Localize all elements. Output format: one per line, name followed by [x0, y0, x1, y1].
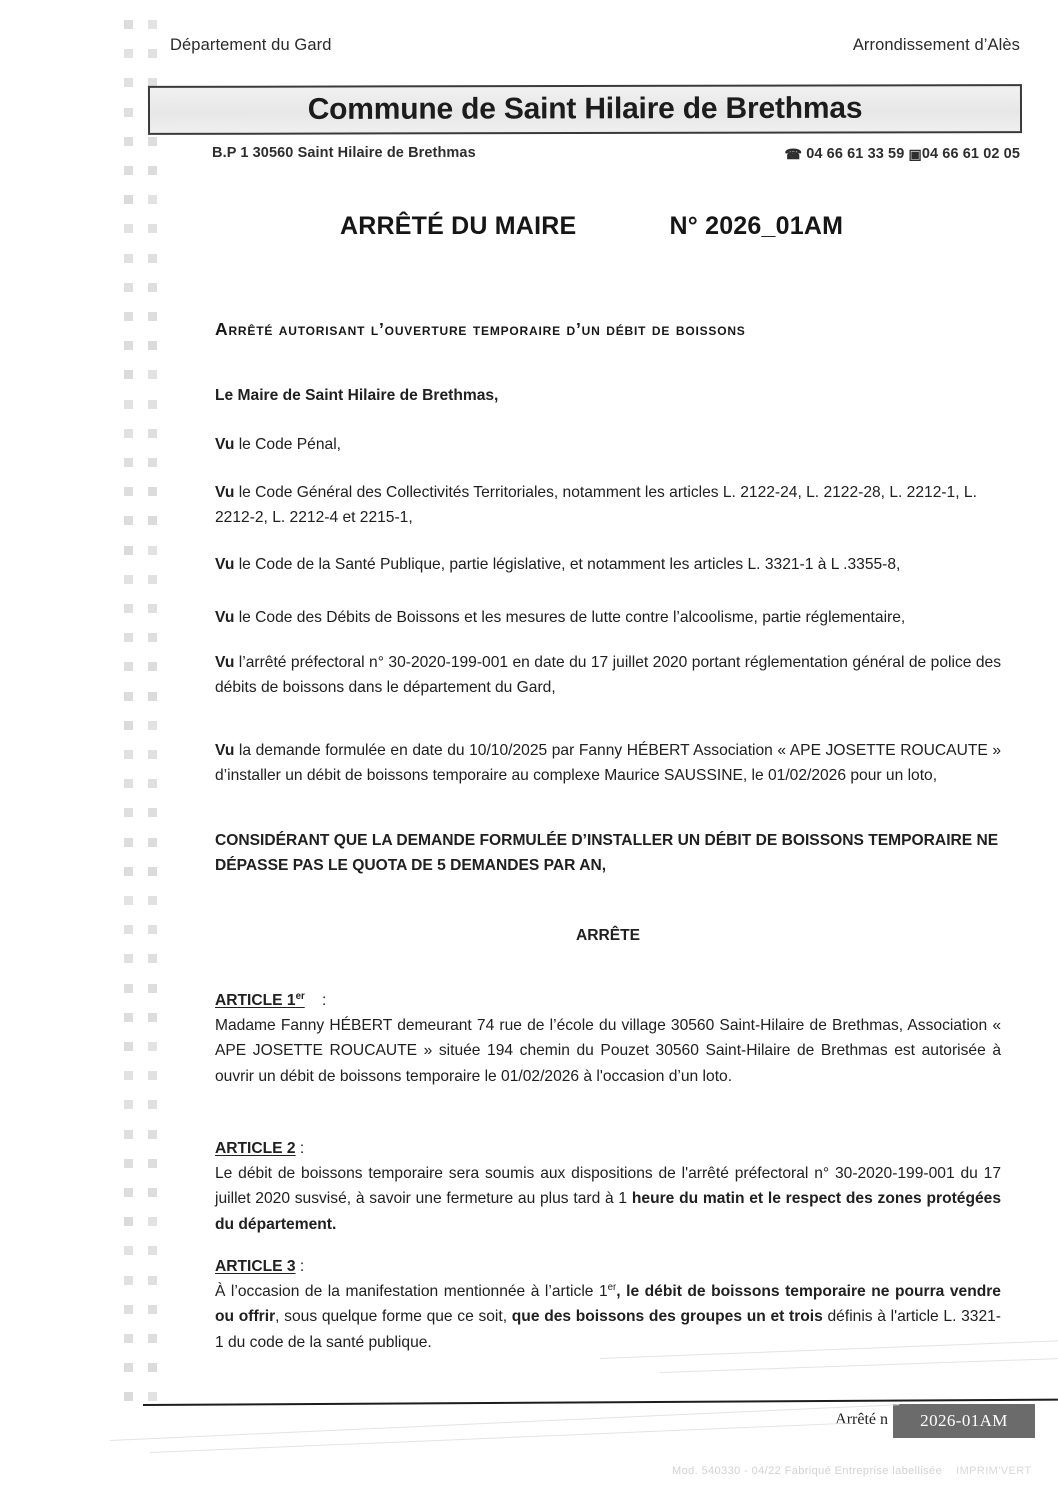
article-2-part-2: heure du matin et le respect des zones protégées du département.: [215, 1190, 1001, 1233]
article-3-part-2: , le débit de boissons temporaire ne pourra vendre ou offrir: [215, 1283, 1001, 1326]
vu-clause-5: [215, 650, 1001, 701]
vu-clause-6: [215, 738, 1001, 789]
article-3-part-3: , sous quelque forme que ce soit,: [275, 1308, 512, 1326]
addressee-line: Le Maire de Saint Hilaire de Brethmas,: [215, 387, 499, 404]
page-title: ARRÊTÉ DU MAIRE: [340, 212, 577, 240]
article-3-colon: :: [295, 1258, 305, 1275]
print-fineprint: [672, 1465, 1031, 1477]
vu-clause-1: [215, 432, 1001, 457]
binder-marks-column-left: [124, 0, 133, 1495]
footer-reference-label: Arrêté n: [835, 1411, 888, 1428]
scan-streak: [150, 1423, 849, 1453]
fax-icon: ▣: [908, 146, 922, 162]
article-3-heading: ARTICLE 3: [215, 1258, 296, 1275]
article-2-body: [215, 1161, 1001, 1237]
vu-clause-3: [215, 552, 1001, 577]
article-1-heading-sup: er: [295, 990, 305, 1002]
arrondissement-label: Arrondissement d’Alès: [852, 36, 1020, 54]
arrete-number: N° 2026_01AM: [669, 212, 844, 240]
article-3-body: [215, 1279, 1001, 1355]
vu-text: le Code des Débits de Boissons et les mesures de lutte contre l’alcoolisme, partie réglementaire,: [234, 609, 906, 626]
article-3-part-1-sup: er: [607, 1281, 617, 1293]
article-3-part-4: que des boissons des groupes un et trois: [511, 1308, 823, 1326]
vu-prefix: Vu: [215, 654, 235, 671]
vu-text: le Code de la Santé Publique, partie législative, et notamment les articles L. 3321-1 à L .3355-8,: [234, 556, 901, 573]
vu-prefix: Vu: [215, 556, 235, 573]
vu-clause-4: [215, 605, 1001, 630]
vu-text: le Code Général des Collectivités Territoriales, notamment les articles L. 2122-24, L. 2122-28, L. 2212-1, L. 2212-2, L. 2212-4 et 2215-1,: [215, 484, 977, 527]
vu-text: l’arrêté préfectoral n° 30-2020-199-001 en date du 17 juillet 2020 portant réglementation général de police des débits de boissons dans le département du Gard,: [215, 654, 1001, 697]
vu-prefix: Vu: [215, 609, 235, 626]
scan-streak: [110, 1404, 899, 1441]
article-3-part-1: À l’occasion de la manifestation mentionnée à l’article 1: [215, 1283, 608, 1300]
vu-text: le Code Pénal,: [234, 436, 341, 453]
vu-prefix: Vu: [215, 436, 235, 453]
article-1: [215, 988, 1001, 1013]
article-2-part-1: Le débit de boissons temporaire sera soumis aux dispositions de l'arrêté préfectoral n° 30-2020-199-001 du 17 juillet 2020 susvisé, à savoir une fermeture au plus tard à 1: [215, 1165, 1001, 1208]
arrete-keyword: ARRÊTE: [575, 927, 641, 944]
article-2: [215, 1136, 1001, 1161]
article-2-colon: :: [295, 1140, 305, 1157]
considerant-clause: CONSIDÉRANT QUE LA DEMANDE FORMULÉE D’INSTALLER UN DÉBIT DE BOISSONS TEMPORAIRE NE DÉPASSE PAS LE QUOTA DE 5 DEMANDES PAR AN,: [215, 832, 999, 875]
article-1-heading: [215, 988, 1001, 1013]
article-1-heading-text: ARTICLE 1: [215, 992, 296, 1009]
document-subtitle: Arrêté autorisant l’ouverture temporaire d’un débit de boissons: [215, 319, 746, 339]
vu-clause-2: [215, 480, 1001, 531]
imprimvert-logo: IMPRIM'VERT: [956, 1465, 1032, 1477]
vu-prefix: Vu: [215, 484, 235, 501]
fineprint-text: Mod. 540330 - 04/22 Fabriqué Entreprise labellisée: [672, 1465, 943, 1477]
department-label: Département du Gard: [170, 36, 332, 54]
contact-info: [785, 145, 1020, 162]
commune-banner: [148, 84, 1022, 135]
article-3: [215, 1254, 1001, 1279]
article-2-heading: ARTICLE 2: [215, 1140, 296, 1157]
scan-streak: [660, 1358, 1058, 1373]
article-1-body: Madame Fanny HÉBERT demeurant 74 rue de l’école du village 30560 Saint-Hilaire de Brethmas, Association « APE JOSETTE ROUCAUTE » située 194 chemin du Pouzet 30560 Saint-Hilaire de Brethmas est autorisée à ouvrir un débit de boissons temporaire le 01/02/2026 à l'occasion d’un loto.: [215, 1017, 1001, 1085]
postal-address: B.P 1 30560 Saint Hilaire de Brethmas: [212, 145, 476, 161]
status-badge: 2026-01AM: [893, 1404, 1035, 1438]
telephone-icon: ☎: [784, 146, 803, 162]
vu-text: la demande formulée en date du 10/10/2025 par Fanny HÉBERT Association « APE JOSETTE ROUCAUTE » d’installer un débit de boissons temporaire au complexe Maurice SAUSSINE, le 01/02/2026 pour un loto,: [215, 742, 1001, 785]
phone-number: 04 66 61 33 59: [806, 146, 905, 162]
article-3-part-5: définis à l'article L. 3321-1 du code de la santé publique.: [215, 1308, 1001, 1351]
vu-prefix: Vu: [215, 742, 235, 759]
fax-number: 04 66 61 02 05: [921, 146, 1020, 162]
commune-name: Commune de Saint Hilaire de Brethmas: [307, 91, 863, 126]
article-1-colon: :: [322, 992, 327, 1009]
binder-marks-column-right: [148, 0, 157, 1495]
document-title-row: [200, 212, 1030, 241]
